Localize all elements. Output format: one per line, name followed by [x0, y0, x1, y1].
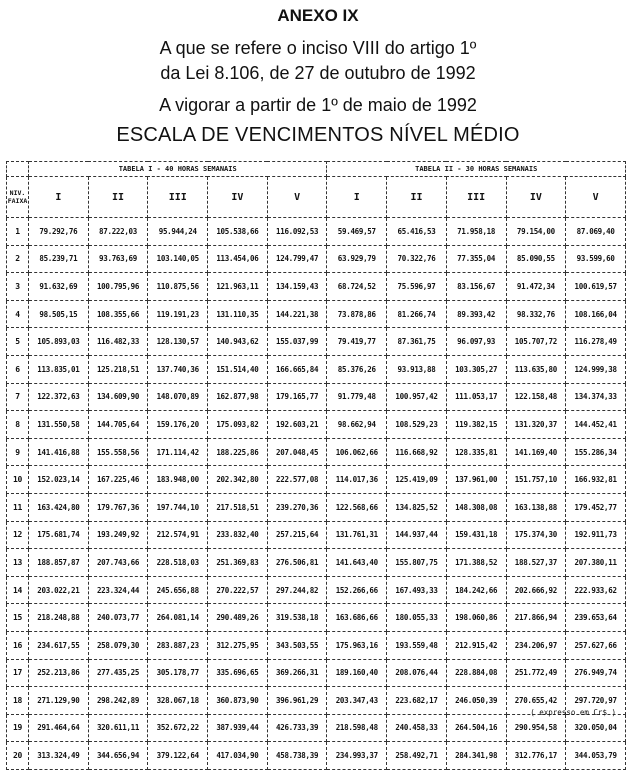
value-cell: 203.347,43: [327, 687, 387, 715]
faixa-cell: 5: [7, 328, 29, 356]
value-cell: 59.469,57: [327, 218, 387, 246]
value-cell: 137.961,00: [446, 466, 506, 494]
faixa-cell: 19: [7, 714, 29, 742]
value-cell: 96.097,93: [446, 328, 506, 356]
value-cell: 108.529,23: [387, 411, 447, 439]
value-cell: 188.225,86: [208, 438, 268, 466]
value-cell: 258.492,71: [387, 742, 447, 770]
value-cell: 131.761,31: [327, 521, 387, 549]
value-cell: 217.518,51: [208, 493, 268, 521]
value-cell: 264.504,16: [446, 714, 506, 742]
niv-label: NIV.: [9, 189, 26, 197]
value-cell: 134.159,43: [267, 273, 327, 301]
value-cell: 63.929,79: [327, 245, 387, 273]
value-cell: 234.993,37: [327, 742, 387, 770]
value-cell: 297.244,82: [267, 576, 327, 604]
value-cell: 245.656,88: [148, 576, 208, 604]
value-cell: 252.213,86: [29, 659, 89, 687]
value-cell: 87.222,03: [88, 218, 148, 246]
value-cell: 121.963,11: [208, 273, 268, 301]
value-cell: 159.431,18: [446, 521, 506, 549]
value-cell: 379.122,64: [148, 742, 208, 770]
value-cell: 166.665,84: [267, 355, 327, 383]
value-cell: 152.266,66: [327, 576, 387, 604]
value-cell: 240.073,77: [88, 604, 148, 632]
value-cell: 218.248,88: [29, 604, 89, 632]
value-cell: 175.963,16: [327, 631, 387, 659]
value-cell: 89.393,42: [446, 300, 506, 328]
value-cell: 352.672,22: [148, 714, 208, 742]
value-cell: 276.506,81: [267, 549, 327, 577]
value-cell: 148.070,89: [148, 383, 208, 411]
value-cell: 163.138,88: [506, 493, 566, 521]
value-cell: 283.887,23: [148, 631, 208, 659]
value-cell: 167.225,46: [88, 466, 148, 494]
value-cell: 328.067,18: [148, 687, 208, 715]
value-cell: 198.060,86: [446, 604, 506, 632]
faixa-cell: 4: [7, 300, 29, 328]
value-cell: 79.154,00: [506, 218, 566, 246]
value-cell: 180.055,33: [387, 604, 447, 632]
value-cell: 70.322,76: [387, 245, 447, 273]
value-cell: 298.242,89: [88, 687, 148, 715]
value-cell: 257.627,66: [566, 631, 626, 659]
value-cell: 396.961,29: [267, 687, 327, 715]
value-cell: 228.518,03: [148, 549, 208, 577]
value-cell: 162.877,98: [208, 383, 268, 411]
value-cell: 95.944,24: [148, 218, 208, 246]
column-header: III: [446, 177, 506, 218]
value-cell: 212.915,42: [446, 631, 506, 659]
table-body: [7, 218, 626, 770]
faixa-cell: 11: [7, 493, 29, 521]
value-cell: 73.878,86: [327, 300, 387, 328]
value-cell: 167.493,33: [387, 576, 447, 604]
value-cell: 155.037,99: [267, 328, 327, 356]
faixa-cell: 12: [7, 521, 29, 549]
value-cell: 189.160,40: [327, 659, 387, 687]
column-header: II: [88, 177, 148, 218]
table-row: [7, 576, 626, 604]
table-row: [7, 245, 626, 273]
scale-title: ESCALA DE VENCIMENTOS NÍVEL MÉDIO: [116, 124, 520, 146]
value-cell: 144.452,41: [566, 411, 626, 439]
value-cell: 277.435,25: [88, 659, 148, 687]
value-cell: 387.939,44: [208, 714, 268, 742]
value-cell: 258.079,30: [88, 631, 148, 659]
value-cell: 175.093,82: [208, 411, 268, 439]
value-cell: 100.795,96: [88, 273, 148, 301]
niv-faixa-header: [7, 177, 29, 218]
table-row: [7, 383, 626, 411]
table-row: [7, 742, 626, 770]
value-cell: 81.266,74: [387, 300, 447, 328]
value-cell: 203.022,21: [29, 576, 89, 604]
value-cell: 134.825,52: [387, 493, 447, 521]
value-cell: 251.369,83: [208, 549, 268, 577]
value-cell: 105.538,66: [208, 218, 268, 246]
value-cell: 184.242,66: [446, 576, 506, 604]
value-cell: 151.514,40: [208, 355, 268, 383]
column-header: I: [29, 177, 89, 218]
value-cell: 305.178,77: [148, 659, 208, 687]
value-cell: 360.873,90: [208, 687, 268, 715]
column-header: III: [148, 177, 208, 218]
value-cell: 108.355,66: [88, 300, 148, 328]
value-cell: 98.332,76: [506, 300, 566, 328]
value-cell: 239.270,36: [267, 493, 327, 521]
value-cell: 155.807,75: [387, 549, 447, 577]
faixa-cell: 3: [7, 273, 29, 301]
faixa-cell: 2: [7, 245, 29, 273]
value-cell: 234.206,97: [506, 631, 566, 659]
value-cell: 151.757,10: [506, 466, 566, 494]
value-cell: 217.866,94: [506, 604, 566, 632]
value-cell: 223.682,17: [387, 687, 447, 715]
value-cell: 122.158,48: [506, 383, 566, 411]
value-cell: 179.767,36: [88, 493, 148, 521]
value-cell: 344.656,94: [88, 742, 148, 770]
value-cell: 140.943,62: [208, 328, 268, 356]
faixa-cell: 10: [7, 466, 29, 494]
column-header: II: [387, 177, 447, 218]
value-cell: 141.169,40: [506, 438, 566, 466]
value-cell: 71.958,18: [446, 218, 506, 246]
value-cell: 111.053,17: [446, 383, 506, 411]
value-cell: 155.286,34: [566, 438, 626, 466]
faixa-cell: 6: [7, 355, 29, 383]
table-row: [7, 604, 626, 632]
value-cell: 319.538,18: [267, 604, 327, 632]
table-row: [7, 411, 626, 439]
value-cell: 144.937,44: [387, 521, 447, 549]
value-cell: 124.999,38: [566, 355, 626, 383]
value-cell: 100.619,57: [566, 273, 626, 301]
value-cell: 335.696,65: [208, 659, 268, 687]
value-cell: 458.738,39: [267, 742, 327, 770]
value-cell: 128.335,81: [446, 438, 506, 466]
table-row: [7, 521, 626, 549]
value-cell: 113.635,80: [506, 355, 566, 383]
table-row: [7, 355, 626, 383]
value-cell: 87.069,40: [566, 218, 626, 246]
faixa-cell: 15: [7, 604, 29, 632]
value-cell: 312.776,17: [506, 742, 566, 770]
value-cell: 171.388,52: [446, 549, 506, 577]
column-header: I: [327, 177, 387, 218]
faixa-cell: 16: [7, 631, 29, 659]
value-cell: 65.416,53: [387, 218, 447, 246]
value-cell: 222.577,08: [267, 466, 327, 494]
faixa-cell: 7: [7, 383, 29, 411]
value-cell: 91.472,34: [506, 273, 566, 301]
value-cell: 148.308,08: [446, 493, 506, 521]
value-cell: 240.458,33: [387, 714, 447, 742]
value-cell: 426.733,39: [267, 714, 327, 742]
value-cell: 239.653,64: [566, 604, 626, 632]
value-cell: 103.140,05: [148, 245, 208, 273]
value-cell: 320.611,11: [88, 714, 148, 742]
value-cell: 125.218,51: [88, 355, 148, 383]
value-cell: 270.655,42: [506, 687, 566, 715]
value-cell: 208.076,44: [387, 659, 447, 687]
value-cell: 193.249,92: [88, 521, 148, 549]
value-cell: 119.191,23: [148, 300, 208, 328]
value-cell: 87.361,75: [387, 328, 447, 356]
value-cell: 141.643,40: [327, 549, 387, 577]
faixa-cell: 18: [7, 687, 29, 715]
value-cell: 257.215,64: [267, 521, 327, 549]
corner-cell: [7, 162, 29, 177]
value-cell: 188.527,37: [506, 549, 566, 577]
value-cell: 179.452,77: [566, 493, 626, 521]
value-cell: 128.130,57: [148, 328, 208, 356]
value-cell: 171.114,42: [148, 438, 208, 466]
column-header: V: [566, 177, 626, 218]
table-row: [7, 466, 626, 494]
value-cell: 202.666,92: [506, 576, 566, 604]
faixa-label: FAIXA: [7, 197, 28, 205]
value-cell: 93.599,60: [566, 245, 626, 273]
value-cell: 246.050,39: [446, 687, 506, 715]
column-header: IV: [506, 177, 566, 218]
value-cell: 113.835,01: [29, 355, 89, 383]
reference-line-1: A que se refere o inciso VIII do artigo 1º: [159, 38, 477, 58]
value-cell: 192.911,73: [566, 521, 626, 549]
value-cell: 85.239,71: [29, 245, 89, 273]
table-row: [7, 549, 626, 577]
value-cell: 124.799,47: [267, 245, 327, 273]
table-row: [7, 714, 626, 742]
value-cell: 79.292,76: [29, 218, 89, 246]
value-cell: 116.278,49: [566, 328, 626, 356]
value-cell: 284.341,98: [446, 742, 506, 770]
value-cell: 116.482,33: [88, 328, 148, 356]
value-cell: 344.053,79: [566, 742, 626, 770]
value-cell: 125.419,09: [387, 466, 447, 494]
table-row: [7, 328, 626, 356]
value-cell: 320.050,04: [566, 714, 626, 742]
value-cell: 100.957,42: [387, 383, 447, 411]
table-group-2-title: TABELA II - 30 HORAS SEMANAIS: [327, 162, 626, 177]
salary-scale-table: [6, 161, 626, 770]
value-cell: 234.617,55: [29, 631, 89, 659]
value-cell: 175.374,30: [506, 521, 566, 549]
table-group-1-title: TABELA I - 40 HORAS SEMANAIS: [29, 162, 327, 177]
value-cell: 222.933,62: [566, 576, 626, 604]
faixa-cell: 17: [7, 659, 29, 687]
value-cell: 233.832,40: [208, 521, 268, 549]
value-cell: 313.324,49: [29, 742, 89, 770]
column-header: V: [267, 177, 327, 218]
table-row: [7, 300, 626, 328]
value-cell: 163.424,80: [29, 493, 89, 521]
value-cell: 131.110,35: [208, 300, 268, 328]
value-cell: 264.081,14: [148, 604, 208, 632]
value-cell: 223.324,44: [88, 576, 148, 604]
table-row: [7, 218, 626, 246]
value-cell: 93.913,88: [387, 355, 447, 383]
value-cell: 137.740,36: [148, 355, 208, 383]
value-cell: 79.419,77: [327, 328, 387, 356]
faixa-cell: 9: [7, 438, 29, 466]
value-cell: 290.954,58: [506, 714, 566, 742]
value-cell: 159.176,20: [148, 411, 208, 439]
faixa-cell: 1: [7, 218, 29, 246]
value-cell: 207.743,66: [88, 549, 148, 577]
value-cell: 228.884,08: [446, 659, 506, 687]
value-cell: 91.779,48: [327, 383, 387, 411]
value-cell: 105.893,03: [29, 328, 89, 356]
value-cell: 105.707,72: [506, 328, 566, 356]
value-cell: 312.275,95: [208, 631, 268, 659]
value-cell: 369.266,31: [267, 659, 327, 687]
value-cell: 85.376,26: [327, 355, 387, 383]
value-cell: 83.156,67: [446, 273, 506, 301]
value-cell: 343.503,55: [267, 631, 327, 659]
table-row: [7, 438, 626, 466]
value-cell: 192.603,21: [267, 411, 327, 439]
value-cell: 116.092,53: [267, 218, 327, 246]
value-cell: 122.568,66: [327, 493, 387, 521]
value-cell: 93.763,69: [88, 245, 148, 273]
effective-date-line: A vigorar a partir de 1º de maio de 1992: [159, 95, 477, 115]
faixa-cell: 8: [7, 411, 29, 439]
value-cell: 75.596,97: [387, 273, 447, 301]
value-cell: 103.305,27: [446, 355, 506, 383]
value-cell: 91.632,69: [29, 273, 89, 301]
value-cell: 163.686,66: [327, 604, 387, 632]
value-cell: 98.505,15: [29, 300, 89, 328]
column-header: IV: [208, 177, 268, 218]
value-cell: 134.374,33: [566, 383, 626, 411]
value-cell: 290.489,26: [208, 604, 268, 632]
value-cell: 113.454,06: [208, 245, 268, 273]
value-cell: 276.949,74: [566, 659, 626, 687]
value-cell: 297.720,97: [566, 687, 626, 715]
value-cell: 144.221,38: [267, 300, 327, 328]
value-cell: 251.772,49: [506, 659, 566, 687]
table-row: [7, 659, 626, 687]
value-cell: 131.550,58: [29, 411, 89, 439]
value-cell: 193.559,48: [387, 631, 447, 659]
value-cell: 166.932,81: [566, 466, 626, 494]
value-cell: 110.875,56: [148, 273, 208, 301]
value-cell: 85.090,55: [506, 245, 566, 273]
faixa-cell: 13: [7, 549, 29, 577]
value-cell: 116.668,92: [387, 438, 447, 466]
value-cell: 207.380,11: [566, 549, 626, 577]
value-cell: 270.222,57: [208, 576, 268, 604]
value-cell: 183.948,00: [148, 466, 208, 494]
value-cell: 218.598,48: [327, 714, 387, 742]
value-cell: 291.464,64: [29, 714, 89, 742]
value-cell: 98.662,94: [327, 411, 387, 439]
table-row: [7, 273, 626, 301]
table-row: [7, 631, 626, 659]
value-cell: 207.048,45: [267, 438, 327, 466]
reference-line-2: da Lei 8.106, de 27 de outubro de 1992: [160, 63, 476, 83]
value-cell: 202.342,80: [208, 466, 268, 494]
faixa-cell: 20: [7, 742, 29, 770]
value-cell: 271.129,90: [29, 687, 89, 715]
value-cell: 108.166,04: [566, 300, 626, 328]
value-cell: 131.320,37: [506, 411, 566, 439]
value-cell: 119.382,15: [446, 411, 506, 439]
value-cell: 152.023,14: [29, 466, 89, 494]
value-cell: 77.355,04: [446, 245, 506, 273]
faixa-cell: 14: [7, 576, 29, 604]
value-cell: 155.558,56: [88, 438, 148, 466]
value-cell: 179.165,77: [267, 383, 327, 411]
value-cell: 188.857,87: [29, 549, 89, 577]
value-cell: 197.744,10: [148, 493, 208, 521]
table-row: [7, 493, 626, 521]
value-cell: 141.416,88: [29, 438, 89, 466]
currency-footnote: ( expresso em Cr$ ): [530, 708, 616, 717]
value-cell: 144.705,64: [88, 411, 148, 439]
value-cell: 122.372,63: [29, 383, 89, 411]
value-cell: 175.681,74: [29, 521, 89, 549]
value-cell: 68.724,52: [327, 273, 387, 301]
value-cell: 134.609,90: [88, 383, 148, 411]
annex-title: ANEXO IX: [277, 6, 359, 25]
value-cell: 417.034,90: [208, 742, 268, 770]
value-cell: 114.017,36: [327, 466, 387, 494]
value-cell: 106.062,66: [327, 438, 387, 466]
value-cell: 212.574,91: [148, 521, 208, 549]
